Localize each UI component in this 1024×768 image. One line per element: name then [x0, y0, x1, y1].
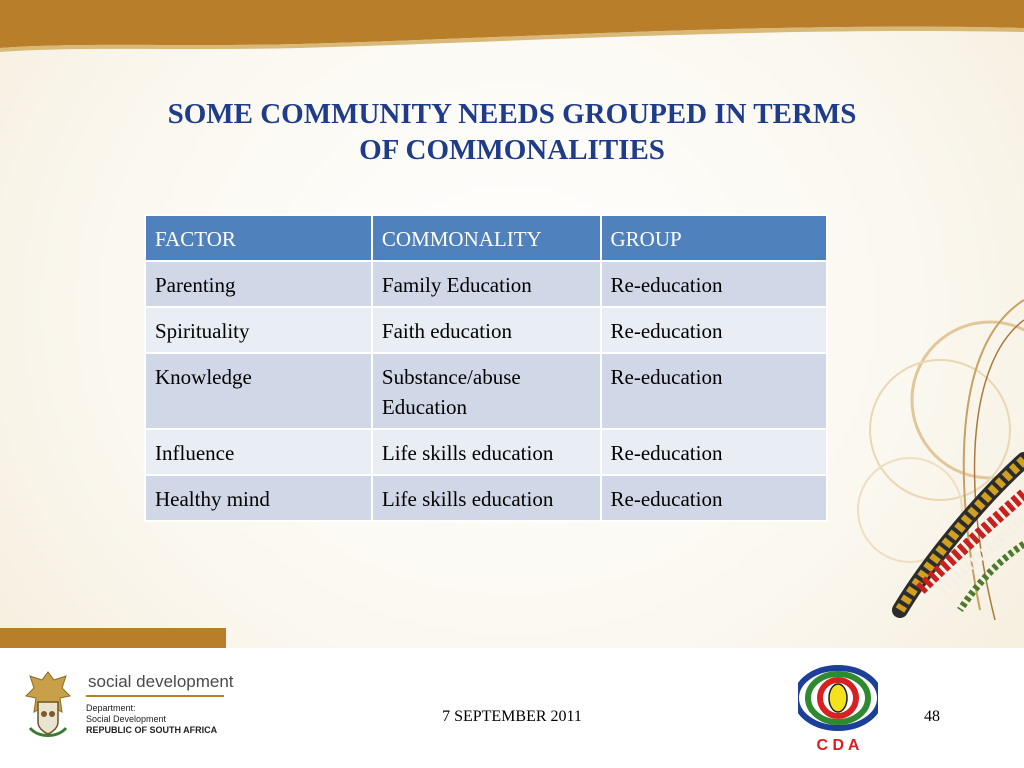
- beaded-necklace-decoration: [830, 280, 1024, 650]
- department-info: [86, 703, 217, 736]
- cell-group: Re-education: [601, 353, 828, 429]
- cell-group: Re-education: [601, 429, 828, 475]
- table-row: [145, 261, 827, 307]
- cell-commonality: Life skills education: [372, 475, 601, 521]
- dept-line-1: Department:: [86, 703, 136, 713]
- cell-group: Re-education: [601, 307, 828, 353]
- title-line-2: OF COMMONALITIES: [359, 134, 665, 166]
- slide-date: 7 SEPTEMBER 2011: [442, 708, 582, 725]
- cda-text: C D A: [816, 737, 860, 754]
- header-commonality: COMMONALITY: [372, 215, 601, 261]
- cell-group: Re-education: [601, 475, 828, 521]
- header-group: GROUP: [601, 215, 828, 261]
- needs-table: [144, 214, 828, 522]
- coat-of-arms-icon: [22, 668, 74, 742]
- cell-factor: Knowledge: [145, 353, 372, 429]
- cell-commonality: Family Education: [372, 261, 601, 307]
- header-factor: FACTOR: [145, 215, 372, 261]
- cell-commonality: Faith education: [372, 307, 601, 353]
- bottom-decorative-strip: [0, 628, 226, 648]
- cell-factor: Influence: [145, 429, 372, 475]
- org-divider: [86, 695, 224, 697]
- page-title: [80, 96, 944, 168]
- cda-logo-icon: [790, 664, 886, 756]
- table-row: [145, 307, 827, 353]
- dept-line-3: REPUBLIC OF SOUTH AFRICA: [86, 725, 218, 735]
- title-line-1: SOME COMMUNITY NEEDS GROUPED IN TERMS: [167, 98, 857, 130]
- cell-factor: Healthy mind: [145, 475, 372, 521]
- org-name: social development: [88, 672, 234, 691]
- table-header-row: [145, 215, 827, 261]
- cell-factor: Spirituality: [145, 307, 372, 353]
- cell-group: Re-education: [601, 261, 828, 307]
- cell-factor: Parenting: [145, 261, 372, 307]
- top-decorative-band: [0, 0, 1024, 60]
- dept-line-2: Social Development: [86, 714, 167, 724]
- page-number: 48: [924, 708, 940, 725]
- cell-commonality: Substance/abuse Education: [372, 353, 601, 429]
- cell-commonality: Life skills education: [372, 429, 601, 475]
- table-row: [145, 475, 827, 521]
- table-row: [145, 429, 827, 475]
- table-row: [145, 353, 827, 429]
